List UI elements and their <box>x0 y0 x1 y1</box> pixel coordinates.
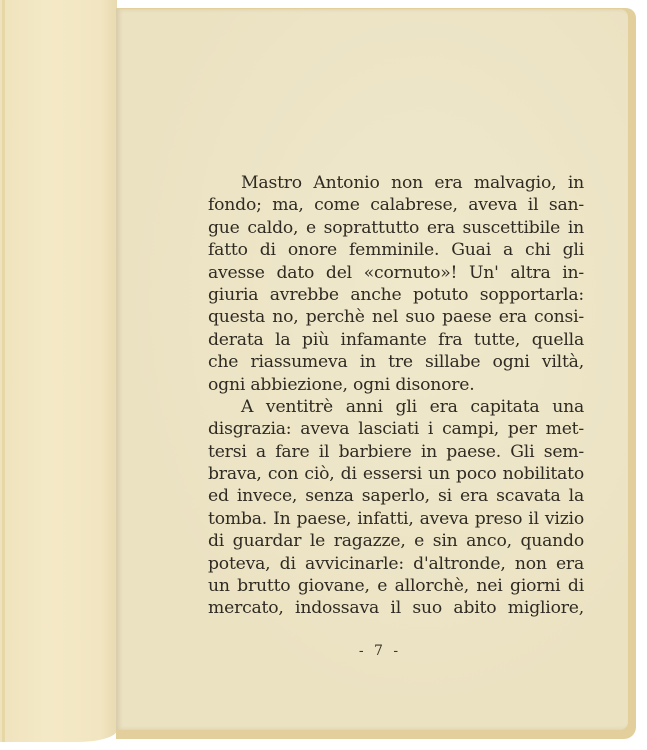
text-line: Mastro Antonio non era malvagio, in <box>241 173 584 193</box>
text-line: mercato, indossava il suo abito migliore, <box>208 598 584 619</box>
left-page-edge <box>2 0 5 742</box>
text-line: questa no, perchè nel suo paese era consi- <box>208 307 584 328</box>
text-line: tomba. In paese, infatti, aveva preso il vizio <box>208 508 584 529</box>
text-line: avesse dato del «cornuto»! Un' altra in- <box>208 262 584 283</box>
text-line: fondo; ma, come calabrese, aveva il san- <box>208 195 584 216</box>
text-line: che riassumeva in tre sillabe ogni viltà, <box>208 352 584 373</box>
text-line: A ventitrè anni gli era capitata una <box>241 396 584 417</box>
text-line: un brutto giovane, e allorchè, nei giorni di <box>208 576 584 597</box>
text-line: giuria avrebbe anche potuto sopportarla: <box>208 284 584 305</box>
left-page <box>0 0 117 742</box>
text-line: ed invece, senza saperlo, si era scavata la <box>208 486 584 507</box>
text-line: poteva, di avvicinarle: d'altronde, non era <box>208 553 584 574</box>
text-line: brava, con ciò, di essersi un poco nobilitato <box>208 464 584 485</box>
text-line: tersi a fare il barbiere in paese. Gli sem- <box>208 441 584 462</box>
page-number: - 7 - <box>358 643 402 659</box>
text-line: di guardar le ragazze, e sin anco, quando <box>208 531 584 552</box>
text-line: gue caldo, e soprattutto era suscettibile in <box>208 217 584 238</box>
text-line: fatto di onore femminile. Guai a chi gli <box>208 240 584 261</box>
text-line: derata la più infamante fra tutte, quella <box>208 329 584 350</box>
body-text <box>208 172 584 620</box>
text-line: disgrazia: aveva lasciati i campi, per met- <box>208 419 584 440</box>
text-line: ogni abbiezione, ogni disonore. <box>208 374 475 395</box>
